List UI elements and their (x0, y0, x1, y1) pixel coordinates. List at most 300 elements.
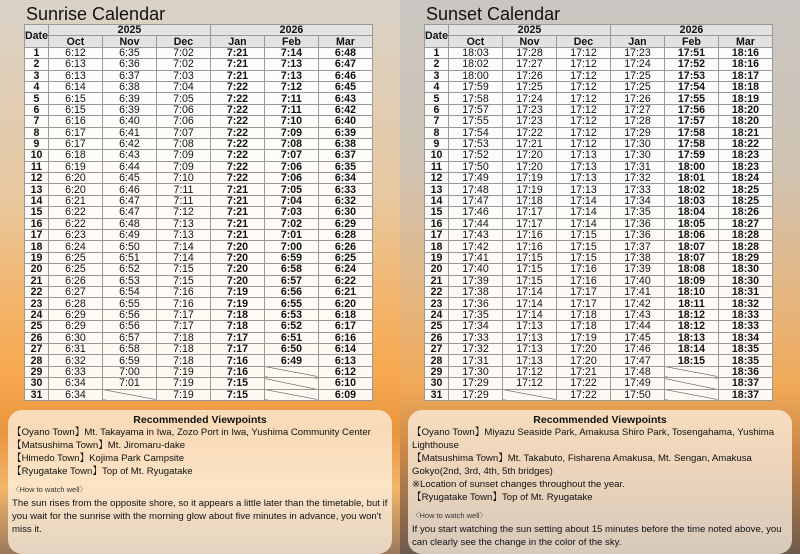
table-row (425, 104, 773, 115)
time-cell: 6:22 (318, 275, 372, 286)
table-row (425, 241, 773, 252)
time-cell: 6:46 (318, 70, 372, 81)
time-cell: 17:15 (556, 252, 610, 263)
time-cell: 6:38 (102, 81, 156, 92)
time-cell: 17:31 (610, 161, 664, 172)
time-cell: 18:16 (718, 47, 772, 58)
time-cell (264, 378, 318, 389)
date-cell: 9 (25, 138, 49, 149)
time-cell: 6:51 (264, 332, 318, 343)
time-cell: 6:24 (48, 241, 102, 252)
time-cell: 6:46 (102, 184, 156, 195)
time-cell: 17:44 (448, 218, 502, 229)
time-cell: 7:14 (156, 252, 210, 263)
table-row (25, 332, 373, 343)
time-cell: 6:25 (318, 252, 372, 263)
year-header: 2025 (448, 25, 610, 36)
time-cell: 6:38 (318, 138, 372, 149)
time-cell: 17:49 (448, 173, 502, 184)
time-cell: 18:32 (718, 298, 772, 309)
table-row (25, 70, 373, 81)
time-cell: 17:13 (556, 184, 610, 195)
viewpoints-heading: Recommended Viewpoints (133, 414, 267, 426)
time-cell: 7:22 (210, 150, 264, 161)
date-cell: 10 (25, 150, 49, 161)
time-cell: 6:16 (318, 332, 372, 343)
time-cell: 7:13 (264, 70, 318, 81)
time-cell: 6:45 (102, 173, 156, 184)
date-cell: 10 (425, 150, 449, 161)
time-cell: 17:59 (448, 81, 502, 92)
time-cell: 7:18 (156, 332, 210, 343)
time-cell: 18:15 (664, 355, 718, 366)
time-cell: 17:47 (610, 355, 664, 366)
date-cell: 13 (25, 184, 49, 195)
time-cell: 17:12 (556, 127, 610, 138)
table-row (425, 81, 773, 92)
time-cell: 17:28 (610, 116, 664, 127)
time-cell: 17:22 (556, 378, 610, 389)
date-cell: 5 (425, 93, 449, 104)
table-row (25, 104, 373, 115)
time-cell: 18:07 (664, 252, 718, 263)
time-cell: 18:24 (718, 173, 772, 184)
time-cell: 18:26 (718, 207, 772, 218)
viewpoint-item: 【Himedo Town】Kojima Park Campsite (12, 453, 185, 464)
time-cell: 17:30 (448, 366, 502, 377)
viewpoints-heading: Recommended Viewpoints (533, 414, 667, 426)
time-cell: 6:12 (318, 366, 372, 377)
time-cell: 17:38 (448, 286, 502, 297)
table-row (425, 343, 773, 354)
time-cell: 6:19 (48, 161, 102, 172)
time-cell: 17:44 (610, 321, 664, 332)
time-cell: 17:26 (610, 93, 664, 104)
time-cell: 17:55 (664, 93, 718, 104)
time-cell: 7:22 (210, 161, 264, 172)
sunrise-table (24, 24, 373, 401)
table-row (25, 161, 373, 172)
month-header: Nov (102, 36, 156, 47)
time-cell: 18:34 (718, 332, 772, 343)
table-row (425, 230, 773, 241)
time-cell: 18:23 (718, 150, 772, 161)
time-cell: 18:35 (718, 343, 772, 354)
time-cell: 17:13 (556, 173, 610, 184)
time-cell: 6:59 (264, 252, 318, 263)
table-row (25, 138, 373, 149)
time-cell: 17:22 (556, 389, 610, 400)
table-row (25, 207, 373, 218)
date-cell: 11 (25, 161, 49, 172)
time-cell: 17:20 (502, 161, 556, 172)
time-cell: 7:03 (264, 207, 318, 218)
time-cell: 18:07 (664, 241, 718, 252)
time-cell: 6:29 (48, 321, 102, 332)
month-header: Oct (48, 36, 102, 47)
date-cell: 4 (425, 81, 449, 92)
time-cell: 6:33 (318, 184, 372, 195)
table-row (25, 321, 373, 332)
time-cell: 17:33 (448, 332, 502, 343)
time-cell: 17:39 (448, 275, 502, 286)
time-cell: 6:40 (102, 116, 156, 127)
time-cell: 18:06 (664, 230, 718, 241)
time-cell: 6:30 (48, 332, 102, 343)
time-cell: 17:12 (556, 104, 610, 115)
time-cell: 7:21 (210, 47, 264, 58)
time-cell: 17:13 (502, 343, 556, 354)
time-cell: 17:18 (556, 309, 610, 320)
time-cell: 17:16 (556, 264, 610, 275)
date-cell: 20 (25, 264, 49, 275)
time-cell: 6:14 (318, 343, 372, 354)
time-cell: 17:15 (556, 230, 610, 241)
time-cell: 7:19 (156, 378, 210, 389)
time-cell: 6:18 (318, 309, 372, 320)
table-row (425, 150, 773, 161)
time-cell: 7:21 (210, 230, 264, 241)
table-row (425, 321, 773, 332)
date-cell: 6 (425, 104, 449, 115)
time-cell: 17:57 (448, 104, 502, 115)
time-cell: 17:46 (610, 343, 664, 354)
time-cell: 6:31 (48, 343, 102, 354)
time-cell: 18:09 (664, 275, 718, 286)
time-cell: 7:10 (156, 173, 210, 184)
time-cell: 7:01 (102, 378, 156, 389)
time-cell: 6:47 (102, 207, 156, 218)
year-header: 2025 (48, 25, 210, 36)
time-cell: 17:53 (664, 70, 718, 81)
time-cell: 18:04 (664, 207, 718, 218)
date-cell: 22 (25, 286, 49, 297)
time-cell: 17:46 (448, 207, 502, 218)
time-cell: 17:22 (502, 127, 556, 138)
date-cell: 11 (425, 161, 449, 172)
time-cell: 7:11 (264, 104, 318, 115)
time-cell: 6:40 (318, 116, 372, 127)
time-cell: 7:19 (156, 389, 210, 400)
time-cell: 7:17 (210, 343, 264, 354)
time-cell: 7:09 (264, 127, 318, 138)
time-cell: 6:39 (318, 127, 372, 138)
table-row (425, 47, 773, 58)
time-cell: 17:36 (448, 298, 502, 309)
time-cell: 17:20 (556, 355, 610, 366)
time-cell: 7:21 (210, 184, 264, 195)
time-cell: 6:30 (318, 207, 372, 218)
time-cell: 6:21 (48, 195, 102, 206)
time-cell: 17:27 (610, 104, 664, 115)
time-cell: 7:20 (210, 275, 264, 286)
time-cell: 17:58 (448, 93, 502, 104)
time-cell: 7:22 (210, 138, 264, 149)
time-cell: 17:32 (448, 343, 502, 354)
time-cell: 6:41 (102, 127, 156, 138)
date-cell: 1 (25, 47, 49, 58)
time-cell: 7:06 (264, 161, 318, 172)
time-cell: 6:20 (318, 298, 372, 309)
time-cell: 6:22 (48, 207, 102, 218)
time-cell: 17:52 (664, 59, 718, 70)
time-cell: 18:00 (448, 70, 502, 81)
time-cell: 18:30 (718, 264, 772, 275)
time-cell: 7:15 (210, 389, 264, 400)
time-cell: 6:32 (48, 355, 102, 366)
time-cell: 6:15 (48, 93, 102, 104)
time-cell: 7:22 (210, 81, 264, 92)
time-cell: 18:10 (664, 286, 718, 297)
table-row (25, 252, 373, 263)
time-cell: 6:13 (48, 70, 102, 81)
time-cell: 18:36 (718, 366, 772, 377)
time-cell: 6:56 (102, 309, 156, 320)
time-cell: 6:55 (264, 298, 318, 309)
date-cell: 21 (25, 275, 49, 286)
time-cell: 17:49 (610, 378, 664, 389)
time-cell: 17:43 (448, 230, 502, 241)
time-cell: 18:08 (664, 264, 718, 275)
time-cell: 17:58 (664, 127, 718, 138)
time-cell: 17:32 (610, 173, 664, 184)
time-cell: 6:32 (318, 195, 372, 206)
date-cell: 15 (425, 207, 449, 218)
table-row (25, 93, 373, 104)
time-cell: 17:19 (502, 173, 556, 184)
time-cell: 7:13 (264, 59, 318, 70)
time-cell: 7:00 (264, 241, 318, 252)
time-cell: 17:12 (556, 116, 610, 127)
time-cell: 7:12 (156, 207, 210, 218)
date-cell: 3 (25, 70, 49, 81)
date-cell: 24 (425, 309, 449, 320)
time-cell: 17:13 (502, 355, 556, 366)
time-cell: 17:43 (610, 309, 664, 320)
time-cell: 17:42 (448, 241, 502, 252)
time-cell: 17:41 (610, 286, 664, 297)
time-cell: 18:05 (664, 218, 718, 229)
time-cell: 18:25 (718, 184, 772, 195)
time-cell: 17:19 (502, 184, 556, 195)
time-cell: 6:28 (318, 230, 372, 241)
time-cell: 7:16 (210, 366, 264, 377)
time-cell: 6:39 (102, 93, 156, 104)
time-cell: 6:42 (102, 138, 156, 149)
time-cell: 7:22 (210, 93, 264, 104)
time-cell: 17:17 (556, 298, 610, 309)
table-row (425, 355, 773, 366)
table-row (425, 59, 773, 70)
time-cell: 6:51 (102, 252, 156, 263)
time-cell: 6:50 (264, 343, 318, 354)
table-row (25, 218, 373, 229)
time-cell: 7:06 (156, 116, 210, 127)
year-header: 2026 (610, 25, 772, 36)
time-cell: 7:11 (156, 195, 210, 206)
time-cell: 7:09 (156, 150, 210, 161)
month-header: Jan (610, 36, 664, 47)
time-cell: 17:29 (448, 378, 502, 389)
date-cell: 30 (425, 378, 449, 389)
time-cell: 17:16 (502, 241, 556, 252)
table-row (25, 150, 373, 161)
time-cell: 18:27 (718, 218, 772, 229)
time-cell: 17:12 (502, 378, 556, 389)
time-cell: 6:43 (102, 150, 156, 161)
table-row (425, 252, 773, 263)
time-cell: 7:07 (264, 150, 318, 161)
time-cell: 17:42 (610, 298, 664, 309)
time-cell: 18:22 (718, 138, 772, 149)
time-cell: 17:14 (556, 195, 610, 206)
sunset-viewpoints-box (408, 410, 792, 554)
how-to-watch-description: The sun rises from the opposite shore, so it appears a little later than the timetable, but if you wait for the sunrise with the morning glow about five minutes in advance, you won't miss it. (12, 498, 388, 535)
time-cell: 18:17 (718, 70, 772, 81)
date-cell: 18 (425, 241, 449, 252)
time-cell: 18:02 (448, 59, 502, 70)
time-cell: 17:45 (610, 332, 664, 343)
time-cell: 7:20 (210, 264, 264, 275)
time-cell: 17:16 (556, 275, 610, 286)
viewpoint-item: 【Oyano Town】Mt. Takayama in Iwa, Zozo Port in Iwa, Yushima Community Center (12, 427, 371, 438)
time-cell: 6:14 (48, 81, 102, 92)
time-cell: 17:12 (556, 70, 610, 81)
date-cell: 31 (25, 389, 49, 400)
table-row (25, 184, 373, 195)
time-cell: 17:58 (664, 138, 718, 149)
time-cell: 7:02 (264, 218, 318, 229)
time-cell: 6:53 (264, 309, 318, 320)
time-cell: 17:12 (556, 47, 610, 58)
table-row (25, 389, 373, 400)
time-cell: 17:35 (610, 207, 664, 218)
time-cell: 7:19 (156, 366, 210, 377)
month-header: Jan (210, 36, 264, 47)
date-cell: 13 (425, 184, 449, 195)
time-cell: 7:14 (156, 241, 210, 252)
time-cell: 17:12 (556, 138, 610, 149)
time-cell: 6:17 (318, 321, 372, 332)
viewpoint-item: ※Location of sunset changes throughout the year. (412, 479, 625, 490)
time-cell: 17:48 (448, 184, 502, 195)
time-cell: 17:15 (502, 252, 556, 263)
date-cell: 18 (25, 241, 49, 252)
time-cell: 18:13 (664, 332, 718, 343)
time-cell: 18:11 (664, 298, 718, 309)
table-row (425, 378, 773, 389)
time-cell: 17:34 (610, 195, 664, 206)
time-cell: 7:14 (264, 47, 318, 58)
time-cell (502, 389, 556, 400)
date-cell: 8 (25, 127, 49, 138)
time-cell: 7:02 (156, 47, 210, 58)
time-cell: 7:00 (102, 366, 156, 377)
time-cell: 17:40 (610, 275, 664, 286)
table-row (25, 59, 373, 70)
table-row (25, 173, 373, 184)
table-row (425, 173, 773, 184)
date-cell: 12 (25, 173, 49, 184)
date-header: Date (25, 25, 49, 48)
time-cell: 17:33 (610, 184, 664, 195)
table-row (425, 93, 773, 104)
time-cell: 17:25 (610, 70, 664, 81)
date-cell: 23 (425, 298, 449, 309)
time-cell (264, 389, 318, 400)
time-cell: 6:37 (318, 150, 372, 161)
time-cell: 17:12 (502, 366, 556, 377)
time-cell: 17:40 (448, 264, 502, 275)
month-header: Mar (318, 36, 372, 47)
time-cell: 6:12 (48, 47, 102, 58)
date-cell: 27 (25, 343, 49, 354)
time-cell: 7:11 (264, 93, 318, 104)
time-cell: 17:13 (556, 150, 610, 161)
sunrise-viewpoints-box (8, 410, 392, 554)
time-cell: 17:21 (556, 366, 610, 377)
viewpoint-item: 【Matsushima Town】Mt. Takabuto, Fisharena Amakusa, Mt. Sengan, Amakusa Gokyo(2nd, 3rd, 4th, 5th bridges) (412, 453, 752, 477)
time-cell: 17:52 (448, 150, 502, 161)
how-to-watch-label: 〈How to watch well〉 (412, 511, 488, 520)
viewpoint-item: 【Ryugatake Town】Top of Mt. Ryugatake (12, 466, 193, 477)
time-cell: 17:35 (448, 309, 502, 320)
time-cell: 7:21 (210, 195, 264, 206)
time-cell: 6:22 (48, 218, 102, 229)
time-cell: 18:12 (664, 321, 718, 332)
date-cell: 23 (25, 298, 49, 309)
date-cell: 2 (25, 59, 49, 70)
time-cell: 17:14 (556, 207, 610, 218)
table-row (25, 116, 373, 127)
time-cell: 17:18 (502, 195, 556, 206)
table-row (25, 264, 373, 275)
time-cell: 6:45 (318, 81, 372, 92)
time-cell: 7:22 (210, 104, 264, 115)
time-cell: 17:50 (610, 389, 664, 400)
time-cell: 18:00 (664, 161, 718, 172)
table-row (425, 195, 773, 206)
time-cell: 6:16 (48, 116, 102, 127)
time-cell (664, 378, 718, 389)
time-cell: 7:05 (264, 184, 318, 195)
time-cell: 17:15 (502, 264, 556, 275)
time-cell: 17:56 (664, 104, 718, 115)
time-cell: 6:29 (318, 218, 372, 229)
time-cell: 17:47 (448, 195, 502, 206)
time-cell: 17:54 (664, 81, 718, 92)
time-cell: 7:05 (156, 93, 210, 104)
table-row (25, 378, 373, 389)
time-cell (102, 389, 156, 400)
time-cell: 7:06 (264, 173, 318, 184)
date-cell: 1 (425, 47, 449, 58)
time-cell: 6:17 (48, 127, 102, 138)
date-cell: 29 (25, 366, 49, 377)
table-row (25, 309, 373, 320)
time-cell: 17:19 (556, 332, 610, 343)
date-cell: 14 (25, 195, 49, 206)
time-cell: 7:21 (210, 70, 264, 81)
time-cell: 6:59 (102, 355, 156, 366)
time-cell: 7:13 (156, 230, 210, 241)
time-cell: 17:28 (502, 47, 556, 58)
time-cell: 6:17 (48, 138, 102, 149)
time-cell: 6:34 (48, 378, 102, 389)
time-cell: 17:34 (448, 321, 502, 332)
time-cell: 17:48 (610, 366, 664, 377)
time-cell: 7:04 (156, 81, 210, 92)
